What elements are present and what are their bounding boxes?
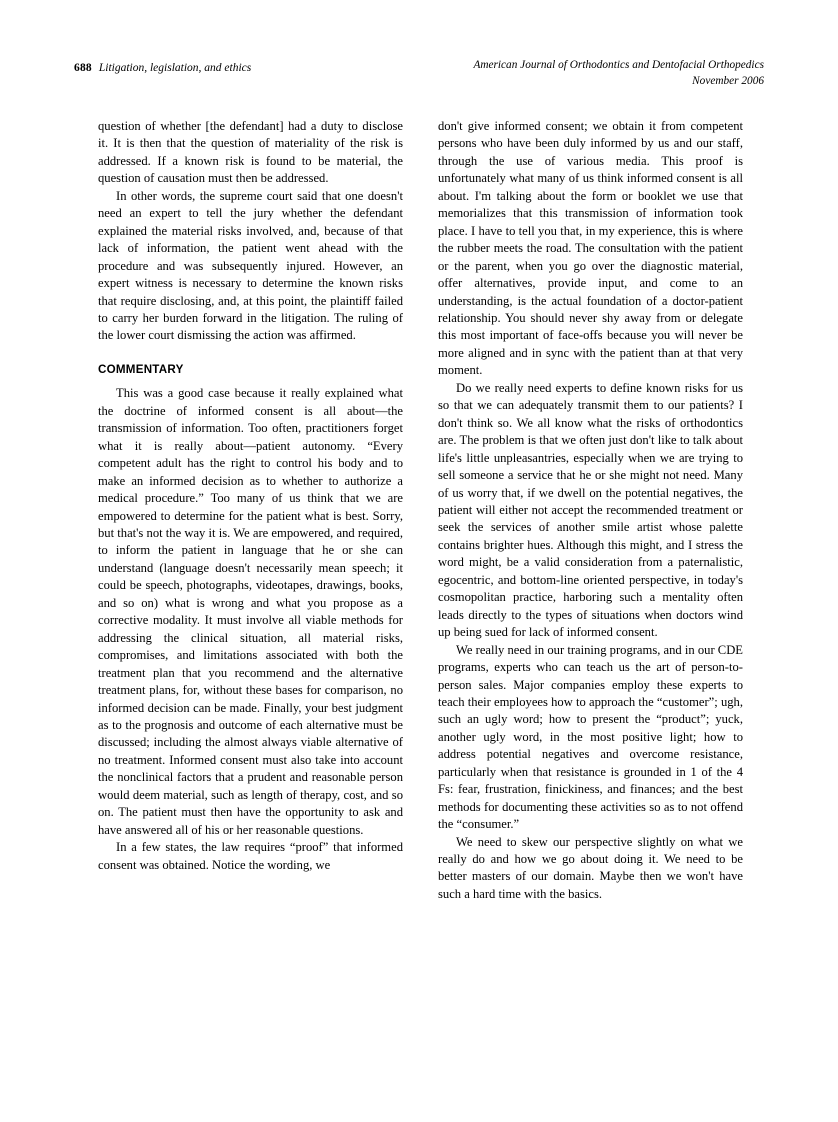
left-column — [98, 118, 403, 874]
spacer — [98, 378, 403, 385]
paragraph-continued: question of whether [the defendant] had a duty to disclose it. It is then that the question of materiality of the risk is addressed. If a known risk is found to be material, the question of causation must then be addressed. — [98, 119, 403, 186]
running-head-right — [473, 58, 764, 89]
paragraph: We really need in our training programs, and in our CDE programs, experts who can teach us the art of person-to-person sales. Major companies employ these experts to teach their employees how to approach the “customer”; ugh, such an ugly word; how to present the “product”; yuck, another ugly word, in the most positive light; how to address potential negatives and overcome resistance, particularly when that resistance is grounded in 1 of the 4 Fs: fear, frustration, finickiness, and finances; and the best methods for documenting these activities so as to not offend the “consumer.” — [438, 642, 743, 832]
running-head-left — [74, 58, 251, 76]
page-folio-number: 688 — [74, 62, 92, 74]
journal-title: American Journal of Orthodontics and Dentofacial Orthopedics — [473, 59, 764, 71]
issue-date: November 2006 — [692, 74, 764, 87]
section-heading-commentary: COMMENTARY — [98, 362, 184, 376]
paragraph: In other words, the supreme court said that one doesn't need an expert to tell the jury whether the defendant explained the material risks involved, and, because of that lack of information, the patient went ahead with the procedure and was subsequently injured. However, an expert witness is necessary to determine the known risks that require disclosing, and, at this point, the plaintiff failed to carry her burden forward in the litigation. The ruling of the lower court dismissing the action was affirmed. — [98, 188, 403, 343]
two-column-body — [98, 118, 743, 903]
paragraph-continued: don't give informed consent; we obtain it from competent persons who have been duly informed by us and our staff, through the use of various media. This proof is unfortunately what many of us think informed consent is all about. I'm talking about the form or booklet we use that memorializes that this transmission of information took place. I have to tell you that, in my experience, this is where the rubber meets the road. The consultation with the patient or the parent, when you go over the diagnostic material, offer alternatives, provide input, and come to an understanding, is the actual foundation of a doctor-patient relationship. You should never shy away from or delegate this most important of face-offs because you will never be more aligned and in sync with the patient than at that very moment. — [438, 119, 743, 378]
paragraph: We need to skew our perspective slightly on what we really do and how we go about doing it. We need to be better masters of our domain. Maybe then we won't have such a hard time with the basics. — [438, 834, 743, 901]
paragraph: In a few states, the law requires “proof” that informed consent was obtained. Notice the wording, we — [98, 840, 403, 872]
running-head — [74, 58, 764, 94]
right-column — [438, 118, 743, 903]
running-head-section-title: Litigation, legislation, and ethics — [98, 62, 252, 74]
spacer — [98, 345, 403, 361]
paragraph: This was a good case because it really explained what the doctrine of informed consent is all about—the transmission of information. Too often, practitioners forget what it is really about—patient autonomy. “Every competent adult has the right to control his body and to make an informed decision as to whether to authorize a medical procedure.” Too many of us think that we are empowered to determine for the patient what is best. Sorry, but that's not the way it is. We are empowered, and required, to inform the patient in language that he or she can understand (language doesn't necessarily mean speech; it could be speech, photographs, videotapes, drawings, books, and so on) what is wrong and what you propose as a corrective modality. It must involve all viable methods for addressing the clinical situation, all material risks, compromises, and limitations associated with both the treatment plan that you recommend and the alternative treatment plans, for, without these bases for comparison, no informed decision can be made. Finally, your best judgment as to the prognosis and outcome of each alternative must be discussed; including the almost always viable alternative of no treatment. Informed consent must also take into account the nonclinical factors that a prudent and reasonable person would deem material, such as length of therapy, cost, and so on. The patient must then have the opportunity to ask and have answered all of his or her reasonable questions. — [98, 386, 403, 837]
paragraph: Do we really need experts to define known risks for us so that we can adequately transmit them to our patients? I don't think so. We all know what the risks of orthodontics are. The problem is that we often just don't like to talk about life's little unpleasantries, especially when we are trying to sell someone a service that he or she might not need. Many of us worry that, if we dwell on the potential negatives, the patient will either not accept the recommended treatment or seek the services of another smile artist whose palette contains brighter hues. Although this might, and I stress the word might, be a valid consideration from a paternalistic, egocentric, and bottom-line oriented perspective, in today's cosmopolitan practice, harboring such a mentality often leads directly to the types of situations when doctors wind up being sued for lack of informed consent. — [438, 380, 743, 640]
